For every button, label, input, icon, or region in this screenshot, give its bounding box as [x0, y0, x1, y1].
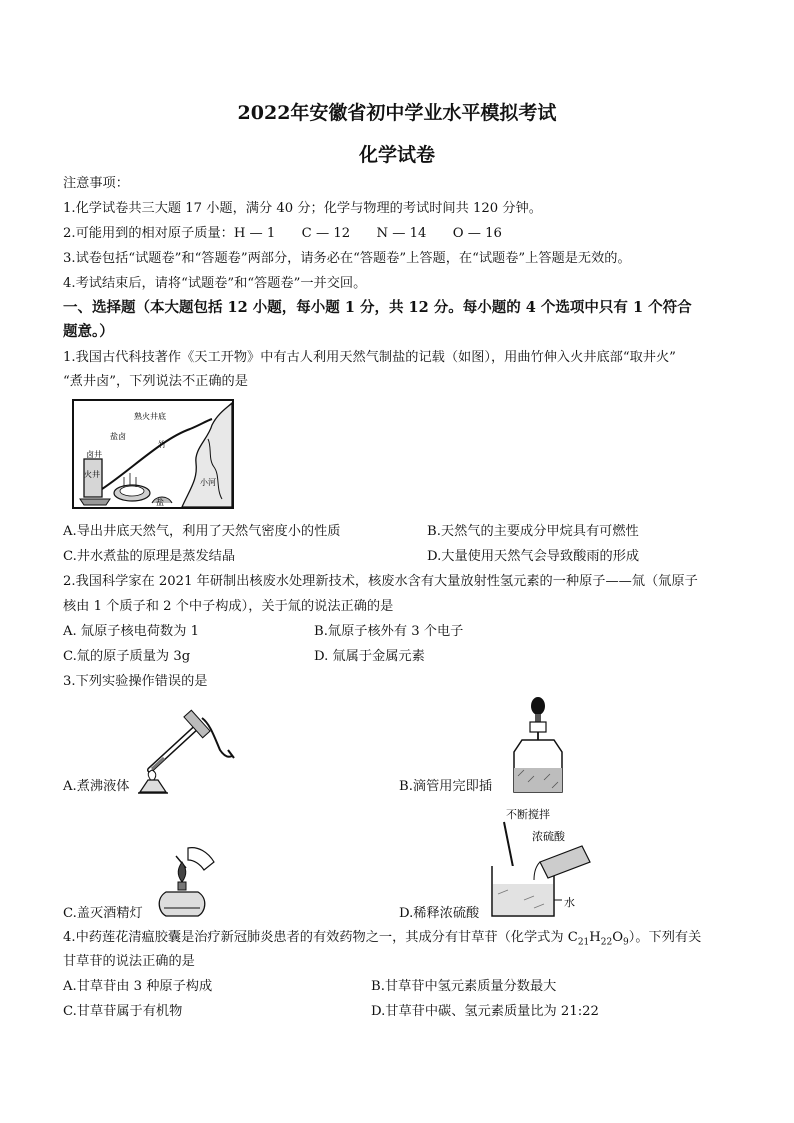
fig-label-water: 水	[564, 896, 575, 909]
q4-option-c: C.甘草苷属于有机物	[63, 1004, 183, 1019]
q4-stem-cont: 甘草苷的说法正确的是	[63, 954, 195, 969]
q4-stem: 4.中药莲花清瘟胶囊是治疗新冠肺炎患者的有效药物之一，其成分有甘草苷（化学式为 $C_{21}H_{22}O_9$）。下列有关	[63, 930, 702, 948]
notice-heading: 注意事项：	[63, 176, 129, 191]
q3-option-d: D.稀释浓硫酸	[399, 906, 480, 921]
section-heading-cont: 题意。）	[63, 323, 114, 340]
fig-label: 竹	[158, 440, 166, 449]
q2-option-a: A. 氚原子核电荷数为 1	[63, 624, 199, 639]
q3-figure-alcohol-lamp	[142, 842, 222, 920]
q4-option-b: B.甘草苷中氢元素质量分数最大	[371, 979, 557, 994]
fig-label: 熟火井底	[134, 412, 166, 421]
q3-stem: 3.下列实验操作错误的是	[63, 674, 208, 689]
q2-option-d: D. 氚属于金属元素	[314, 649, 425, 664]
notice-item: 2.可能用到的相对原子质量：H — 1 C — 12 N — 14 O — 16	[63, 226, 502, 241]
q1-figure-salt-well	[72, 399, 234, 509]
fig-label-acid: 浓硫酸	[532, 830, 565, 843]
fig-label: 小河	[200, 478, 216, 487]
q3-option-b: B.滴管用完即插	[399, 779, 493, 794]
q4-option-a: A.甘草苷由 3 种原子构成	[63, 979, 213, 994]
q3-figure-dropper-bottle	[508, 696, 568, 796]
q3-option-a: A.煮沸液体	[63, 779, 130, 794]
notice-item: 4.考试结束后，请将“试题卷”和“答题卷”一并交回。	[63, 276, 367, 291]
fig-label: 卤井	[86, 450, 102, 459]
page-title: 2022年安徽省初中学业水平模拟考试	[237, 102, 557, 124]
section-heading: 一、选择题（本大题包括 12 小题，每小题 1 分，共 12 分。每小题的 4 个选项中只有 1 个符合	[63, 299, 692, 316]
q1-stem: 1.我国古代科技著作《天工开物》中有古人利用天然气制盐的记载（如图），用曲竹伸入火井底部“取井火”	[63, 350, 676, 365]
q1-stem-cont: “煮井卤”，下列说法不正确的是	[63, 374, 248, 389]
q1-option-a: A.导出井底天然气，利用了天然气密度小的性质	[63, 524, 341, 539]
q2-stem-cont: 核由 1 个质子和 2 个中子构成），关于氚的说法正确的是	[63, 599, 394, 614]
q2-option-c: C.氚的原子质量为 3g	[63, 649, 191, 664]
notice-item: 3.试卷包括“试题卷”和“答题卷”两部分，请务必在“答题卷”上答题，在“试题卷”上答题是无效的。	[63, 251, 631, 266]
q3-option-c: C.盖灭酒精灯	[63, 906, 143, 921]
fig-label-stir: 不断搅拌	[506, 808, 550, 821]
fig-label: 火井	[84, 470, 100, 479]
q4-option-d: D.甘草苷中碳、氢元素质量比为 21:22	[371, 1004, 599, 1019]
q1-option-b: B.天然气的主要成分甲烷具有可燃性	[427, 524, 639, 539]
fig-label: 盐	[156, 498, 164, 507]
q2-option-b: B.氚原子核外有 3 个电子	[314, 624, 464, 639]
q2-stem: 2.我国科学家在 2021 年研制出核废水处理新技术，核废水含有大量放射性氢元素的一种原子——氚（氚原子	[63, 574, 698, 589]
q1-option-d: D.大量使用天然气会导致酸雨的形成	[427, 549, 640, 564]
q3-figure-boiling-liquid	[138, 700, 238, 795]
fig-label: 盐卤	[110, 432, 126, 441]
q1-option-c: C.井水煮盐的原理是蒸发结晶	[63, 549, 236, 564]
q3-figure-dilute-acid	[478, 804, 598, 920]
notice-item: 1.化学试卷共三大题 17 小题，满分 40 分；化学与物理的考试时间共 120 分钟。	[63, 201, 542, 216]
page-subtitle: 化学试卷	[358, 144, 435, 166]
